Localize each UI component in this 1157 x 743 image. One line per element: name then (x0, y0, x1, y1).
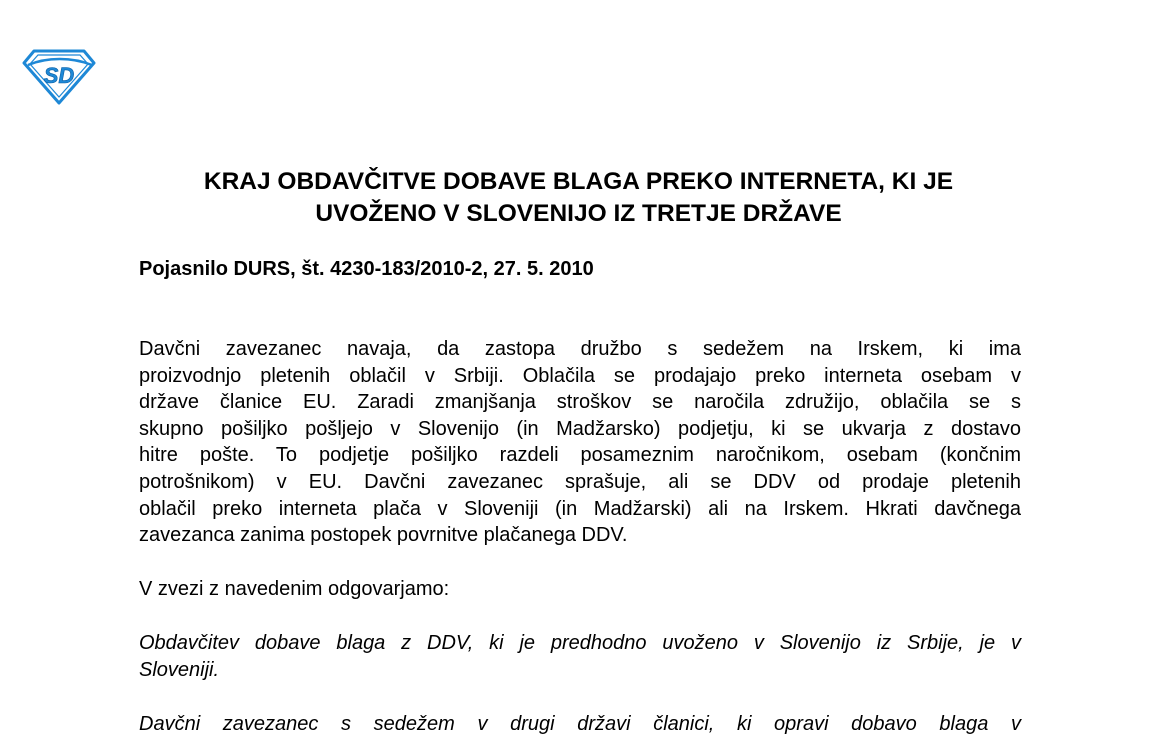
sd-shield-logo-icon (22, 49, 96, 105)
paragraph-line: Obdavčitev dobave blaga z DDV, ki je predhodno uvoženo v Slovenijo iz Srbije, je v (139, 632, 1021, 654)
paragraph-line: Davčni zavezanec navaja, da zastopa družbo s sedežem na Irskem, ki ima (139, 338, 1021, 360)
paragraph-line: proizvodnjo pletenih oblačil v Srbiji. Oblačila se prodajajo preko interneta osebam v (139, 364, 1021, 387)
paragraph-line: Davčni zavezanec s sedežem v drugi državi članici, ki opravi dobavo blaga v (139, 713, 1021, 735)
paragraph-line: oblačil preko interneta plača v Sloveniji (in Madžarski) ali na Irskem. Hkrati davčnega (139, 497, 1021, 520)
paragraph-line: Sloveniji. (139, 658, 220, 681)
paragraph-line: potrošnikom) v EU. Davčni zavezanec sprašuje, ali se DDV od prodaje pletenih (139, 470, 1021, 493)
paragraph-line: skupno pošiljko pošljejo v Slovenijo (in Madžarsko) podjetju, ki se ukvarja z dostavo (139, 417, 1021, 440)
paragraph-answer-intro: V zvezi z navedenim odgovarjamo: (139, 578, 450, 600)
title-line-2: UVOŽENO V SLOVENIJO IZ TRETJE DRŽAVE (315, 200, 842, 227)
title-line-1: KRAJ OBDAVČITVE DOBAVE BLAGA PREKO INTERNETA, KI JE (203, 168, 954, 195)
svg-text:SD: SD (43, 63, 75, 88)
paragraph-continued-italic (139, 711, 1021, 738)
reference-line: Pojasnilo DURS, št. 4230-183/2010-2, 27. 5. 2010 (139, 258, 594, 280)
document-title (100, 166, 1057, 230)
paragraph-line: države članice EU. Zaradi zmanjšanja stroškov se naročila združijo, oblačila se s (139, 391, 1021, 414)
paragraph-answer-italic (139, 630, 1021, 683)
paragraph-line: zavezanca zanima postopek povrnitve plačanega DDV. (139, 524, 628, 547)
paragraph-question (139, 336, 1021, 549)
paragraph-line: hitre pošte. To podjetje pošiljko razdeli posameznim naročnikom, osebam (končnim (139, 444, 1021, 467)
